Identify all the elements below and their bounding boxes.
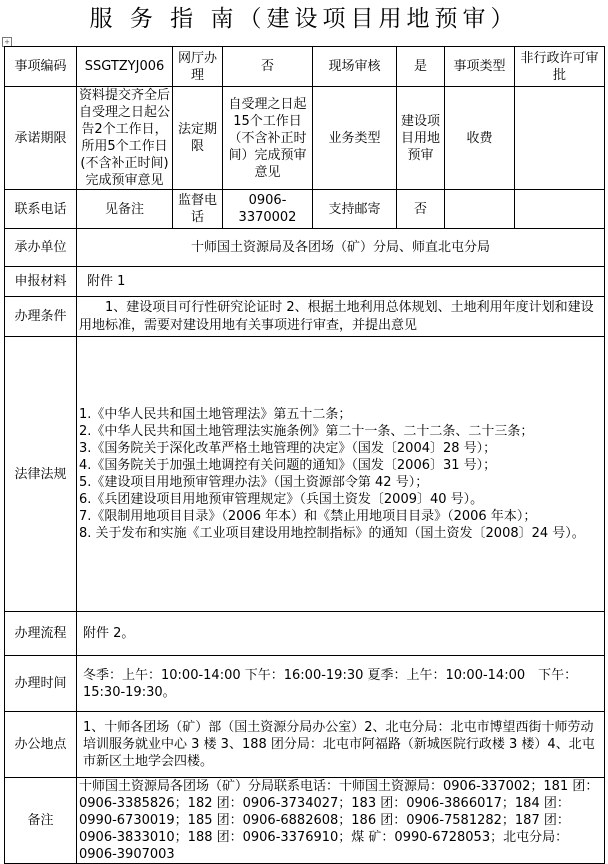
item-code-value: SSGTZYJ006 (77, 47, 173, 87)
remarks-label: 备注 (5, 778, 77, 864)
empty-cell (515, 190, 605, 229)
table-row (5, 612, 605, 656)
supervision-phone-value: 0906-3370002 (223, 190, 313, 229)
table-row (5, 47, 605, 87)
business-type-value: 建设项目用地预审 (397, 87, 445, 190)
laws-label: 法律法规 (5, 337, 77, 612)
page-title: 服 务 指 南（建设项目用地预审） (89, 6, 519, 32)
table-row (5, 712, 605, 778)
process-value: 附件 2。 (77, 612, 605, 656)
business-type-label: 业务类型 (313, 87, 397, 190)
promise-period-value: 资料提交齐全后自受理之日起公告2个工作日，所用5个工作日(不含补正时间)完成预审意见 (77, 87, 173, 190)
hours-label: 办理时间 (5, 656, 77, 712)
empty-cell (445, 190, 515, 229)
fee-label: 收费 (445, 87, 515, 190)
law-item: 5.《建设项目用地预审管理办法》（国土资源部令第 42 号）； (79, 475, 429, 490)
table-row (5, 337, 605, 612)
item-type-label: 事项类型 (445, 47, 515, 87)
law-item: 4.《国务院关于加强土地调控有关问题的通知》（国发〔2006〕31 号）； (79, 458, 497, 473)
handling-unit-value: 十师国土资源局及各团场（矿）分局、师直北屯分局 (77, 229, 605, 267)
conditions-value: 1、建设项目可行性研究论证时 2、根据土地利用总体规划、土地利用年度计划和建设用地标准，需要对建设用地有关事项进行审查，并提出意见 (77, 297, 605, 337)
table-row (5, 297, 605, 337)
service-guide-table (4, 46, 605, 864)
law-item: 3.《国务院关于深化改革严格土地管理的决定》（国发〔2004〕28 号）； (79, 441, 497, 456)
online-hall-value: 否 (223, 47, 313, 87)
materials-label: 申报材料 (5, 267, 77, 297)
handling-unit-label: 承办单位 (5, 229, 77, 267)
office-location-value: 1、十师各团场（矿）部（国土资源分局办公室）2、北屯分局：北屯市博望西街十师劳动培训服务就业中心 3 楼 3、188 团分局：北屯市阿福路（新城医院行政楼 3 楼）4、北屯市新区土地学会四楼。 (77, 712, 605, 778)
process-label: 办理流程 (5, 612, 77, 656)
law-item: 1.《中华人民共和国土地管理法》第五十二条； (79, 407, 352, 422)
mail-support-value: 否 (397, 190, 445, 229)
table-row (5, 267, 605, 297)
contact-phone-value: 见备注 (77, 190, 173, 229)
table-row (5, 778, 605, 864)
promise-period-label: 承诺期限 (5, 87, 77, 190)
table-row (5, 190, 605, 229)
mail-support-label: 支持邮寄 (313, 190, 397, 229)
onsite-review-value: 是 (397, 47, 445, 87)
onsite-review-label: 现场审核 (313, 47, 397, 87)
conditions-label: 办理条件 (5, 297, 77, 337)
item-type-value: 非行政许可审批 (515, 47, 605, 87)
law-item: 6.《兵团建设项目用地预审管理规定》（兵国土资发〔2009〕40 号）。 (79, 492, 484, 507)
fee-value (515, 87, 605, 190)
law-item: 7.《限制用地项目目录》（2006 年本）和《禁止用地项目目录》（2006 年本）； (79, 509, 537, 524)
online-hall-label: 网厅办理 (173, 47, 223, 87)
materials-value: 附件 1 (77, 267, 605, 297)
laws-list (77, 337, 605, 612)
table-row (5, 656, 605, 712)
table-anchor-icon[interactable]: + (2, 37, 12, 47)
table-row (5, 229, 605, 267)
hours-value: 冬季：上午：10:00-14:00 下午：16:00-19:30 夏季：上午：10:00-14:00 下午：15:30-19:30。 (77, 656, 605, 712)
table-row (5, 87, 605, 190)
contact-phone-label: 联系电话 (5, 190, 77, 229)
supervision-phone-label: 监督电话 (173, 190, 223, 229)
law-item: 2.《中华人民共和国土地管理法实施条例》第二十一条、二十二条、二十三条； (79, 424, 534, 439)
law-item: 8. 关于发布和实施《工业项目建设用地控制指标》的通知（国土资发〔2008〕24 号）。 (79, 526, 585, 541)
item-code-label: 事项编码 (5, 47, 77, 87)
legal-period-value: 自受理之日起15个工作日（不含补正时间）完成预审意见 (223, 87, 313, 190)
office-location-label: 办公地点 (5, 712, 77, 778)
legal-period-label: 法定期限 (173, 87, 223, 190)
remarks-value: 十师国土资源局各团场（矿）分局联系电话：十师国土资源局：0906-337002；181 团：0906-3385826；182 团：0906-3734027；183 团：0906-3866017；184 团：0990-6730019；185 团：0906-6882608；186 团：0906-7581282；187 团：0906-3833010；188 团：0906-3376910；煤 矿：0990-6728053；北屯分局：0906-3907003 (77, 778, 605, 864)
